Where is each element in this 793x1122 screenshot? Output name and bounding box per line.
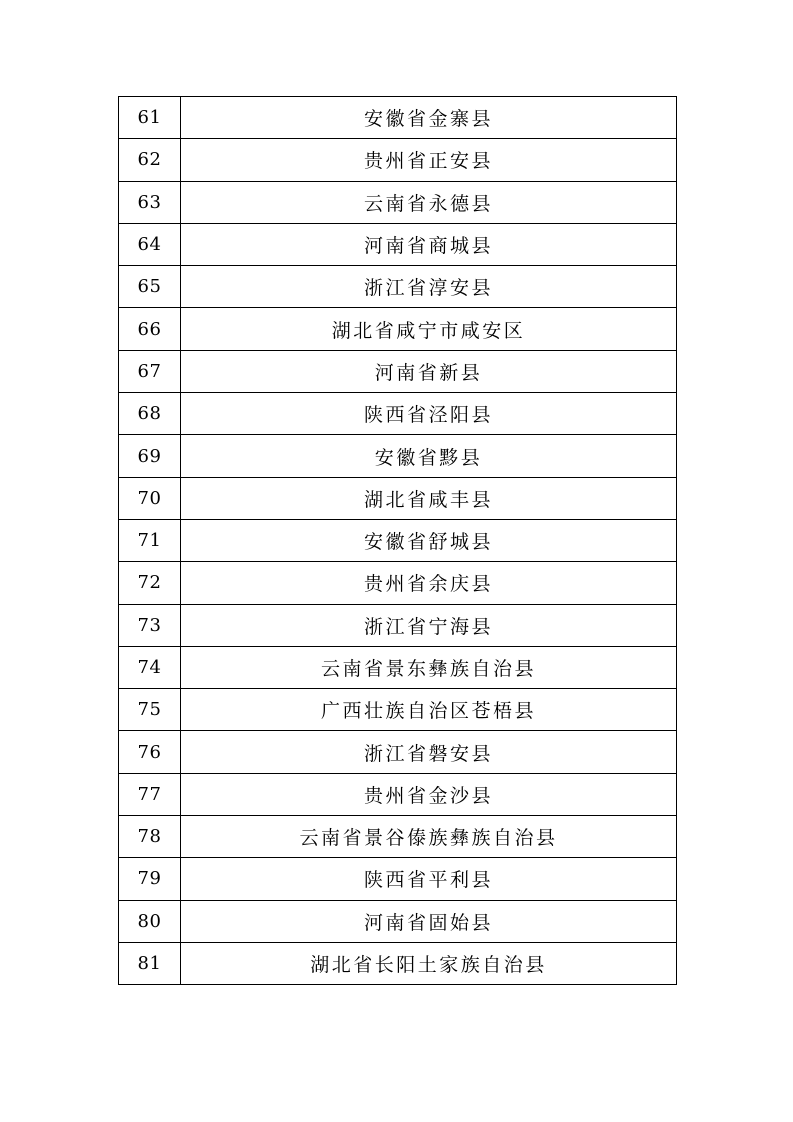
row-number-cell: 72 [119,562,181,604]
table-row [119,604,677,646]
table-body [119,97,677,985]
table-row [119,519,677,561]
row-number-cell: 77 [119,773,181,815]
row-number-cell: 69 [119,435,181,477]
row-number-cell: 61 [119,97,181,139]
table-row [119,858,677,900]
row-number-cell: 68 [119,393,181,435]
county-name-cell: 贵州省余庆县 [181,562,677,604]
row-number-cell: 67 [119,350,181,392]
row-number-cell: 71 [119,519,181,561]
table-row [119,562,677,604]
table-row [119,181,677,223]
county-name-cell: 湖北省长阳土家族自治县 [181,942,677,984]
row-number-cell: 66 [119,308,181,350]
county-name-cell: 河南省商城县 [181,223,677,265]
county-name-cell: 浙江省淳安县 [181,266,677,308]
county-name-cell: 云南省景谷傣族彝族自治县 [181,816,677,858]
table-row [119,942,677,984]
table-row [119,900,677,942]
county-name-cell: 陕西省平利县 [181,858,677,900]
table-row [119,731,677,773]
row-number-cell: 62 [119,139,181,181]
county-name-cell: 安徽省黟县 [181,435,677,477]
table-row [119,689,677,731]
table-row [119,773,677,815]
table-row [119,435,677,477]
row-number-cell: 79 [119,858,181,900]
row-number-cell: 76 [119,731,181,773]
row-number-cell: 65 [119,266,181,308]
row-number-cell: 73 [119,604,181,646]
row-number-cell: 75 [119,689,181,731]
row-number-cell: 63 [119,181,181,223]
row-number-cell: 70 [119,477,181,519]
county-name-cell: 陕西省泾阳县 [181,393,677,435]
table-row [119,350,677,392]
county-name-cell: 安徽省舒城县 [181,519,677,561]
row-number-cell: 80 [119,900,181,942]
county-name-cell: 湖北省咸丰县 [181,477,677,519]
county-name-cell: 广西壮族自治区苍梧县 [181,689,677,731]
county-name-cell: 浙江省磐安县 [181,731,677,773]
county-name-cell: 河南省新县 [181,350,677,392]
county-name-cell: 云南省永德县 [181,181,677,223]
row-number-cell: 81 [119,942,181,984]
county-name-cell: 河南省固始县 [181,900,677,942]
table-row [119,266,677,308]
table-row [119,477,677,519]
row-number-cell: 78 [119,816,181,858]
county-name-cell: 安徽省金寨县 [181,97,677,139]
county-name-cell: 湖北省咸宁市咸安区 [181,308,677,350]
county-list-table [118,96,677,985]
table-row [119,308,677,350]
county-name-cell: 云南省景东彝族自治县 [181,646,677,688]
table-row [119,816,677,858]
county-name-cell: 浙江省宁海县 [181,604,677,646]
row-number-cell: 64 [119,223,181,265]
table-row [119,223,677,265]
row-number-cell: 74 [119,646,181,688]
county-name-cell: 贵州省金沙县 [181,773,677,815]
table-row [119,139,677,181]
table-row [119,97,677,139]
table-row [119,646,677,688]
table-row [119,393,677,435]
county-name-cell: 贵州省正安县 [181,139,677,181]
